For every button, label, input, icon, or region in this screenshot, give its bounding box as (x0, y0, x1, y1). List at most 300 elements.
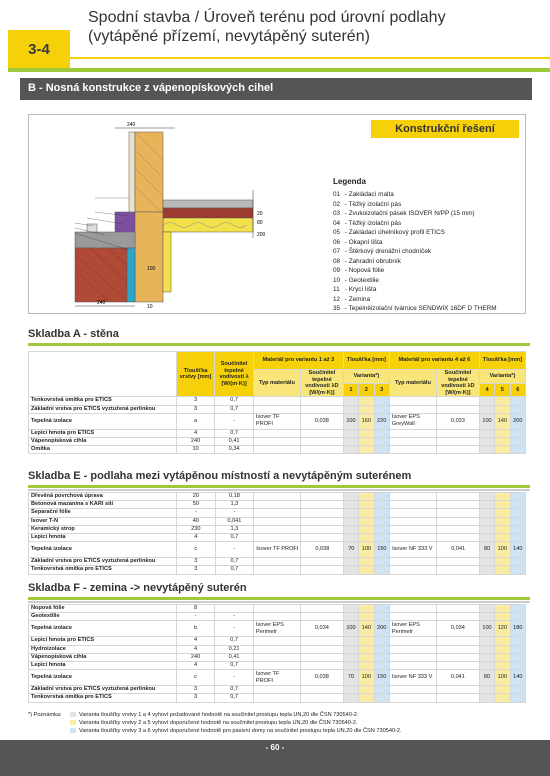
variant-6-value (510, 493, 525, 501)
legend-item: 04 - Těžký izolační pás (333, 219, 402, 227)
variant-5-value (495, 558, 510, 566)
variant-6-value: 200 (510, 413, 525, 429)
layer-thickness: 8 (176, 605, 215, 613)
layer-thickness: 240 (176, 437, 215, 445)
note-3-text: Varianta tloušťky vrstvy 3 a 6 vyhoví doporučené hodnotě pro pasivní domy na součinitel prostupu tepla UN,20 dle ČSN 730540-2. (79, 728, 402, 734)
variant-3-value (374, 534, 389, 542)
variant-5-value (495, 501, 510, 509)
hdr-typ: Typ materiálu (389, 370, 436, 397)
table-row (29, 637, 526, 645)
variant-3-value (374, 525, 389, 533)
material-1-3 (253, 446, 300, 454)
table-row (29, 605, 526, 613)
lambda-d-1-3 (300, 397, 343, 405)
variant-2-value (359, 653, 374, 661)
variant-6-value (510, 613, 525, 621)
layer-lambda (215, 605, 254, 613)
hdr-variant-1: 1 (343, 383, 358, 397)
variant-4-value (480, 558, 495, 566)
legend-number: 08 (333, 257, 341, 265)
material-4-6: Isover EPS Perimetr (389, 621, 436, 637)
variant-1-value (343, 662, 358, 670)
legend-text: Těžký izolační pás (348, 200, 402, 208)
variant-6-value: 140 (510, 670, 525, 686)
variant-2-value (359, 525, 374, 533)
layer-lambda: 0,34 (215, 446, 254, 454)
variant-2-value: 160 (359, 413, 374, 429)
variant-4-value (479, 686, 494, 694)
skladba-f-line (28, 597, 530, 600)
variant-6-value (510, 566, 525, 574)
hdr-varianta: Varianta*) (479, 370, 525, 384)
lambda-d-4-6 (437, 653, 480, 661)
table-row (29, 509, 526, 517)
hdr-variant-6: 6 (510, 383, 525, 397)
hdr-lambda-d: Součinitel tepelné vodivosti λD [W/(m·K)] (300, 370, 343, 397)
variant-1-value (343, 446, 358, 454)
variant-6-value (510, 653, 525, 661)
dim-slab-80: 80 (257, 220, 263, 226)
lambda-d-1-3 (301, 493, 344, 501)
material-4-6 (389, 397, 436, 405)
layer-name: Vápenopísková cihla (29, 653, 177, 661)
variant-5-value (495, 613, 510, 621)
variant-4-value (479, 397, 494, 405)
layer-name: Tepelná izolace (29, 413, 177, 429)
material-4-6 (389, 694, 436, 702)
layer-lambda: 0,7 (215, 686, 254, 694)
legend-number: 10 (333, 276, 341, 284)
hdr-thickness-4-6: Tloušťka [mm] (479, 352, 525, 370)
title-line-2: (vytápěné přízemí, nevytápěný suterén) (88, 28, 370, 45)
variant-2-value (359, 517, 374, 525)
variant-1-value (343, 605, 358, 613)
lambda-d-1-3: 0,038 (300, 670, 343, 686)
notes (28, 711, 528, 735)
variant-2-value: 100 (359, 670, 374, 686)
variant-5-value (495, 686, 510, 694)
lambda-d-1-3: 0,038 (300, 413, 343, 429)
lambda-d-1-3 (300, 662, 343, 670)
layer-name: Dřevěná povrchová úprava (29, 493, 177, 501)
lambda-d-4-6 (437, 662, 480, 670)
lambda-d-1-3 (301, 501, 344, 509)
skladba-f-line-gray (28, 601, 530, 603)
variant-5-value: 100 (495, 542, 510, 558)
layer-thickness: b (176, 621, 215, 637)
note-2 (28, 719, 528, 727)
variant-4-value (479, 429, 494, 437)
legend-item: 10 - Geotextilie (333, 276, 379, 284)
lambda-d-1-3 (301, 534, 344, 542)
layer-lambda: 0,7 (215, 534, 254, 542)
dim-100: 100 (147, 266, 156, 272)
lambda-d-1-3 (300, 429, 343, 437)
variant-1-value (343, 694, 358, 702)
lambda-d-1-3 (300, 645, 343, 653)
page-footer (0, 740, 550, 776)
variant-3-value (374, 509, 389, 517)
lambda-d-1-3 (300, 605, 343, 613)
variant-1-value (344, 525, 359, 533)
variant-2-value (359, 558, 374, 566)
table-row (29, 525, 526, 533)
material-4-6: Isover NF 333 V (390, 542, 437, 558)
layer-name: Tenkovrstvá omítka pro ETICS (29, 694, 177, 702)
layer-name: Základní vrstva pro ETICS vyztužená perlinkou (29, 558, 177, 566)
variant-3-value (374, 645, 389, 653)
variant-6-value (510, 397, 525, 405)
material-4-6: Isover EPS GreyWall (389, 413, 436, 429)
lambda-d-4-6: 0,034 (437, 621, 480, 637)
layer-thickness: 4 (176, 637, 215, 645)
legend-text: Zakládací úhelníkový profil ETICS (348, 229, 445, 236)
variant-5-value (495, 694, 510, 702)
hdr-blank (29, 352, 177, 397)
variant-6-value (510, 517, 525, 525)
layer-lambda: 0,7 (215, 429, 254, 437)
material-4-6 (389, 686, 436, 694)
skladba-a-table (28, 351, 526, 454)
construction-box (28, 114, 526, 314)
variant-5-value: 120 (495, 621, 510, 637)
dim-top-240: 240 (127, 122, 136, 128)
lambda-d-1-3: 0,034 (300, 621, 343, 637)
variant-1-value (344, 534, 359, 542)
material-1-3 (254, 558, 301, 566)
layer-thickness: c (176, 670, 215, 686)
lambda-d-1-3 (300, 637, 343, 645)
variant-2-value (359, 645, 374, 653)
layer-thickness: 240 (176, 653, 215, 661)
legend-text: Zakládací malta (348, 191, 394, 198)
legend-item: 05 - Zakládací úhelníkový profil ETICS (333, 229, 445, 236)
variant-3-value (374, 637, 389, 645)
lambda-d-1-3 (300, 694, 343, 702)
material-1-3 (253, 429, 300, 437)
material-4-6 (389, 653, 436, 661)
layer-lambda: - (215, 613, 254, 621)
layer-lambda: 0,7 (215, 637, 254, 645)
material-4-6 (390, 493, 437, 501)
layer-lambda: - (215, 542, 254, 558)
lambda-d-4-6 (437, 517, 480, 525)
legend-number: 03 (333, 210, 341, 217)
lambda-d-4-6 (437, 558, 480, 566)
variant-3-value (374, 437, 389, 445)
variant-2-value (359, 662, 374, 670)
table-row (29, 566, 526, 574)
layer-lambda: 0,7 (215, 397, 254, 405)
variant-6-value (510, 429, 525, 437)
variant-6-value (510, 446, 525, 454)
variant-3-value (374, 493, 389, 501)
layer-lambda: - (215, 670, 254, 686)
variant-6-value (510, 525, 525, 533)
hdr-material-4-6: Materiál pro variantu 4 až 6 (389, 352, 479, 370)
legend-number: 04 (333, 219, 341, 227)
lambda-d-4-6 (437, 397, 480, 405)
dim-bottom-240: 240 (97, 300, 106, 306)
hdr-typ: Typ materiálu (253, 370, 300, 397)
layer-name: Lepicí hmota (29, 534, 177, 542)
layer-lambda: - (215, 621, 254, 637)
dim-10: 10 (147, 304, 153, 310)
skladba-f-table (28, 604, 526, 703)
variant-3-value: 220 (374, 413, 389, 429)
table-row (29, 534, 526, 542)
material-4-6: Isover NF 333 V (389, 670, 436, 686)
variant-5-value (495, 397, 510, 405)
variant-5-value (495, 517, 510, 525)
material-1-3 (254, 501, 301, 509)
material-4-6 (390, 509, 437, 517)
variant-2-value (359, 686, 374, 694)
variant-1-value (344, 493, 359, 501)
legend-number: 12 (333, 295, 341, 303)
variant-4-value (479, 653, 494, 661)
variant-2-value (359, 694, 374, 702)
variant-6-value (510, 405, 525, 413)
table-row (29, 645, 526, 653)
material-1-3: Isover TF PROFI (254, 542, 301, 558)
variant-6-value: 140 (510, 542, 525, 558)
hdr-variant-2: 2 (359, 383, 374, 397)
skladba-e-line-gray (28, 489, 530, 491)
variant-3-value (374, 558, 389, 566)
variant-5-value: 140 (495, 413, 510, 429)
lambda-d-4-6 (437, 566, 480, 574)
layer-thickness: 50 (177, 501, 216, 509)
legend-number: 09 (333, 267, 341, 274)
table-row (29, 429, 526, 437)
variant-2-value (359, 429, 374, 437)
variant-3-value: 200 (374, 621, 389, 637)
material-4-6 (389, 429, 436, 437)
legend-text: Zahradní obrubník (348, 257, 401, 265)
variant-2-value (359, 605, 374, 613)
variant-2-value: 100 (359, 542, 374, 558)
table-row (29, 542, 526, 558)
variant-5-value (495, 637, 510, 645)
variant-4-value (479, 405, 494, 413)
legend-title: Legenda (333, 177, 366, 186)
variant-4-value (479, 605, 494, 613)
construction-tag: Konstrukční řešení (371, 120, 519, 138)
dim-slab-20: 20 (257, 211, 263, 217)
layer-lambda: 0,41 (215, 653, 254, 661)
skladba-a-title: Skladba A - stěna (28, 328, 119, 340)
material-1-3 (253, 645, 300, 653)
variant-1-value (344, 558, 359, 566)
legend-text: Zvukoizolační pásek ISOVER N/PP (15 mm) (348, 210, 475, 217)
lambda-d-4-6 (437, 501, 480, 509)
lambda-d-1-3 (300, 613, 343, 621)
legend-item: 35 - Tepelněizolační tvárnice SENDWIX 16DF D THERM (333, 305, 497, 312)
legend-item: 03 - Zvukoizolační pásek ISOVER N/PP (15 mm) (333, 210, 475, 217)
material-1-3: Isover TF PROFI (253, 670, 300, 686)
lambda-d-4-6 (437, 429, 480, 437)
variant-2-value (359, 397, 374, 405)
variant-5-value (495, 429, 510, 437)
variant-2-value (359, 566, 374, 574)
variant-2-value (359, 509, 374, 517)
hdr-lambda-d: Součinitel tepelné vodivosti λD [W/(m·K)] (437, 370, 480, 397)
lambda-d-4-6 (437, 645, 480, 653)
layer-name: Lepicí hmota pro ETICS (29, 429, 177, 437)
legend-text: Tepelněizolační tvárnice SENDWIX 16DF D THERM (348, 305, 497, 312)
lambda-d-1-3 (301, 558, 344, 566)
layer-name: Základní vrstva pro ETICS vyztužená perlinkou (29, 405, 177, 413)
layer-thickness: 20 (177, 493, 216, 501)
material-1-3 (254, 493, 301, 501)
table-row (29, 501, 526, 509)
skladba-f-title: Skladba F - zemina -> nevytápěný suterén (28, 582, 247, 594)
material-4-6 (390, 558, 437, 566)
layer-name: Keramický strop (29, 525, 177, 533)
lambda-d-4-6 (437, 509, 480, 517)
layer-name: Isover T-N (29, 517, 177, 525)
variant-1-value (343, 637, 358, 645)
variant-3-value (374, 429, 389, 437)
variant-5-value: 100 (495, 670, 510, 686)
variant-1-value (343, 613, 358, 621)
legend (333, 177, 523, 314)
variant-4-value (480, 517, 495, 525)
lambda-d-1-3 (300, 446, 343, 454)
layer-lambda: 0,41 (215, 437, 254, 445)
page-number: - 60 - (265, 743, 285, 752)
variant-4-value (479, 645, 494, 653)
lambda-d-1-3 (301, 525, 344, 533)
layer-thickness: 4 (176, 645, 215, 653)
layer-lambda: 0,18 (215, 493, 254, 501)
variant-4-value (480, 534, 495, 542)
legend-number: 11 (333, 286, 340, 293)
layer-lambda: 0,7 (215, 566, 254, 574)
variant-1-value (343, 437, 358, 445)
variant-4-value: 100 (479, 413, 494, 429)
table-row (29, 662, 526, 670)
material-1-3 (253, 637, 300, 645)
material-1-3 (253, 613, 300, 621)
layer-thickness: 3 (176, 397, 215, 405)
variant-4-value (480, 509, 495, 517)
material-4-6 (389, 637, 436, 645)
legend-text: Krycí lišta (348, 286, 377, 293)
layer-thickness: 4 (176, 662, 215, 670)
variant-4-value (479, 694, 494, 702)
hdr-thickness-1-3: Tloušťka [mm] (343, 352, 389, 370)
chapter-badge: 3-4 (8, 30, 70, 68)
hdr-varianta: Varianta*) (343, 370, 389, 384)
header-yellow-line (70, 57, 550, 59)
lambda-d-1-3 (301, 509, 344, 517)
variant-5-value (495, 437, 510, 445)
lambda-d-4-6 (437, 694, 480, 702)
variant-5-value (495, 653, 510, 661)
variant-5-value (495, 605, 510, 613)
variant-4-value (479, 637, 494, 645)
material-1-3 (253, 653, 300, 661)
layer-name: Vápenopísková cihla (29, 437, 177, 445)
variant-6-value (510, 662, 525, 670)
lambda-d-1-3: 0,038 (301, 542, 344, 558)
layer-name: Tepelná izolace (29, 542, 177, 558)
variant-5-value (495, 534, 510, 542)
layer-thickness: c (177, 542, 216, 558)
lambda-d-4-6: 0,041 (437, 670, 480, 686)
variant-4-value: 100 (479, 621, 494, 637)
variant-6-value (510, 437, 525, 445)
legend-number: 05 (333, 229, 341, 236)
variant-6-value (510, 558, 525, 566)
variant-2-value (359, 493, 374, 501)
legend-item: 02 - Těžký izolační pás (333, 200, 402, 208)
variant-3-value (374, 662, 389, 670)
dim-200: 200 (257, 232, 266, 238)
table-row (29, 405, 526, 413)
variant-1-value: 70 (344, 542, 359, 558)
variant-5-value (495, 566, 510, 574)
variant-3-value (374, 653, 389, 661)
variant-2-value (359, 501, 374, 509)
lambda-d-4-6 (437, 437, 480, 445)
lambda-d-4-6 (437, 534, 480, 542)
hdr-variant-4: 4 (479, 383, 494, 397)
lambda-d-4-6 (437, 613, 480, 621)
variant-3-value (374, 605, 389, 613)
construction-drawing (35, 120, 275, 310)
legend-item: 08 - Zahradní obrubník (333, 257, 401, 265)
title-line-1: Spodní stavba / Úroveň terénu pod úrovní podlahy (88, 9, 446, 26)
lambda-d-1-3 (301, 566, 344, 574)
lambda-d-4-6 (437, 405, 480, 413)
layer-lambda: 0,041 (215, 517, 254, 525)
table-row (29, 558, 526, 566)
page-header (0, 0, 550, 66)
layer-thickness: 230 (177, 525, 216, 533)
layer-thickness: 3 (176, 694, 215, 702)
legend-text: Nopová fólie (348, 267, 385, 274)
variant-4-value (479, 613, 494, 621)
variant-3-value (374, 517, 389, 525)
variant-2-value (359, 405, 374, 413)
hdr-thickness: Tloušťka vrstvy [mm] (176, 352, 215, 397)
hdr-material-1-3: Materiál pro variantu 1 až 3 (253, 352, 343, 370)
variant-4-value (480, 501, 495, 509)
variant-1-value (343, 686, 358, 694)
variant-4-value (480, 493, 495, 501)
legend-item: 12 - Zemina (333, 295, 370, 303)
material-1-3 (254, 534, 301, 542)
layer-name: Tepelná izolace (29, 621, 177, 637)
layer-thickness: - (177, 509, 216, 517)
layer-thickness: 10 (176, 446, 215, 454)
material-4-6 (389, 437, 436, 445)
section-title-bar: B - Nosná konstrukce z vápenopískových cihel (20, 78, 532, 100)
table-row (29, 694, 526, 702)
skladba-e-title: Skladba E - podlaha mezi vytápěnou místností a nevytápěným suterénem (28, 470, 412, 482)
variant-5-value (495, 525, 510, 533)
variant-4-value (480, 525, 495, 533)
legend-item: 07 - Štěrkový drenážní chodníček (333, 248, 432, 255)
lambda-d-4-6: 0,041 (437, 542, 480, 558)
material-1-3 (253, 605, 300, 613)
note-1-text: Varianta tloušťky vrstvy 1 a 4 vyhoví požadované hodnotě na součinitel prostupu tepla UN,20 dle ČSN 730540-2. (79, 712, 359, 718)
note-1 (28, 711, 528, 719)
layer-name: Hydroizolace (29, 645, 177, 653)
